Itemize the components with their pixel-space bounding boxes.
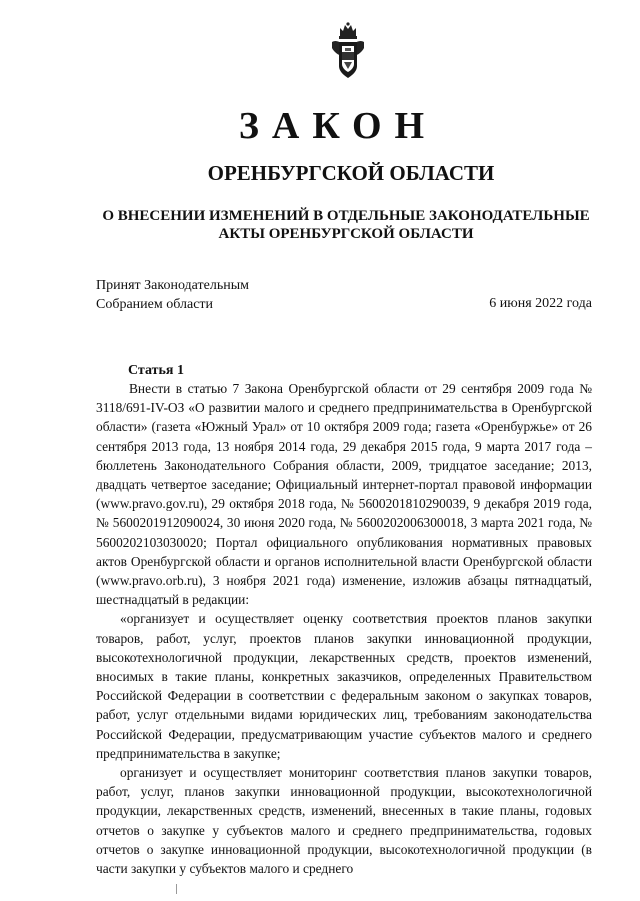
body-paragraph-2: «организует и осуществляет оценку соответствия проектов планов закупки товаров, работ, услуг, проектов планов закупки инновационной продукции, высокотехнологичной продукции, лекарственных средств, проектов изменений, вносимых в такие планы, конкретных заказчиков, определенных Правительством Российской Федерации в соответствии с федеральным законом о закупках товаров, работ, услуг отдельными видами юридических лиц, требованиям законодательства Российской Федерации, предусматривающим участие субъектов малого и среднего предпринимательства в закупке; <box>96 611 592 761</box>
body-paragraph-3: организует и осуществляет мониторинг соответствия планов закупки товаров, работ, услуг, планов закупки инновационной продукции, высокотехнологичной продукции, лекарственных средств, изменений, внесенных в такие планы, годовых отчетов о закупке у субъектов малого и среднего предпринимательства, годовых отчетов о закупке инновационной продукции, высокотехнологичной продукции (в части закупки у субъектов малого и среднего <box>96 765 592 877</box>
coat-of-arms-emblem <box>331 22 365 80</box>
article-heading: Статья 1 <box>128 363 184 378</box>
adopted-by-line-2: Собранием области <box>96 297 214 312</box>
adoption-date: 6 июня 2022 года <box>489 296 592 311</box>
law-heading-line-1: О ВНЕСЕНИИ ИЗМЕНЕНИЙ В ОТДЕЛЬНЫЕ ЗАКОНОДАТЕЛЬНЫЕ <box>102 208 590 224</box>
adopted-by <box>96 276 249 314</box>
document-subtitle: ОРЕНБУРГСКОЙ ОБЛАСТИ <box>207 161 495 185</box>
law-heading <box>96 207 596 243</box>
body-paragraph-1: Внести в статью 7 Закона Оренбургской области от 29 сентября 2009 года № 3118/691-IV-ОЗ «О развитии малого и среднего предпринимательства в Оренбургской области» (газета «Южный Урал» от 10 октября 2009 года; газета «Оренбуржье» от 26 сентября 2013 года, 13 ноября 2014 года, 29 декабря 2015 года, 9 марта 2017 года – бюллетень Законодательного Собрания области, 2009, тридцатое заседание; 2013, двадцать четвертое заседание; Официальный интернет-портал правовой информации (www.pravo.gov.ru), 29 октября 2018 года, № 5600201810290039, 9 декабря 2019 года, № 5600201912090024, 30 июня 2020 года, № 5600202006300018, 3 марта 2021 года, № 5600202103030020; Портал официального опубликования нормативных правовых актов Оренбургской области и органов исполнительной власти Оренбургской области (www.pravo.orb.ru), 3 ноября 2021 года) изменение, изложив абзацы пятнадцатый, шестнадцатый в редакции: <box>96 381 592 608</box>
document-title: ЗАКОН <box>238 105 438 147</box>
adopted-by-line-1: Принят Законодательным <box>96 278 249 293</box>
law-heading-line-2: АКТЫ ОРЕНБУРГСКОЙ ОБЛАСТИ <box>218 226 474 242</box>
scan-mark <box>176 884 177 894</box>
article-body <box>96 379 592 878</box>
